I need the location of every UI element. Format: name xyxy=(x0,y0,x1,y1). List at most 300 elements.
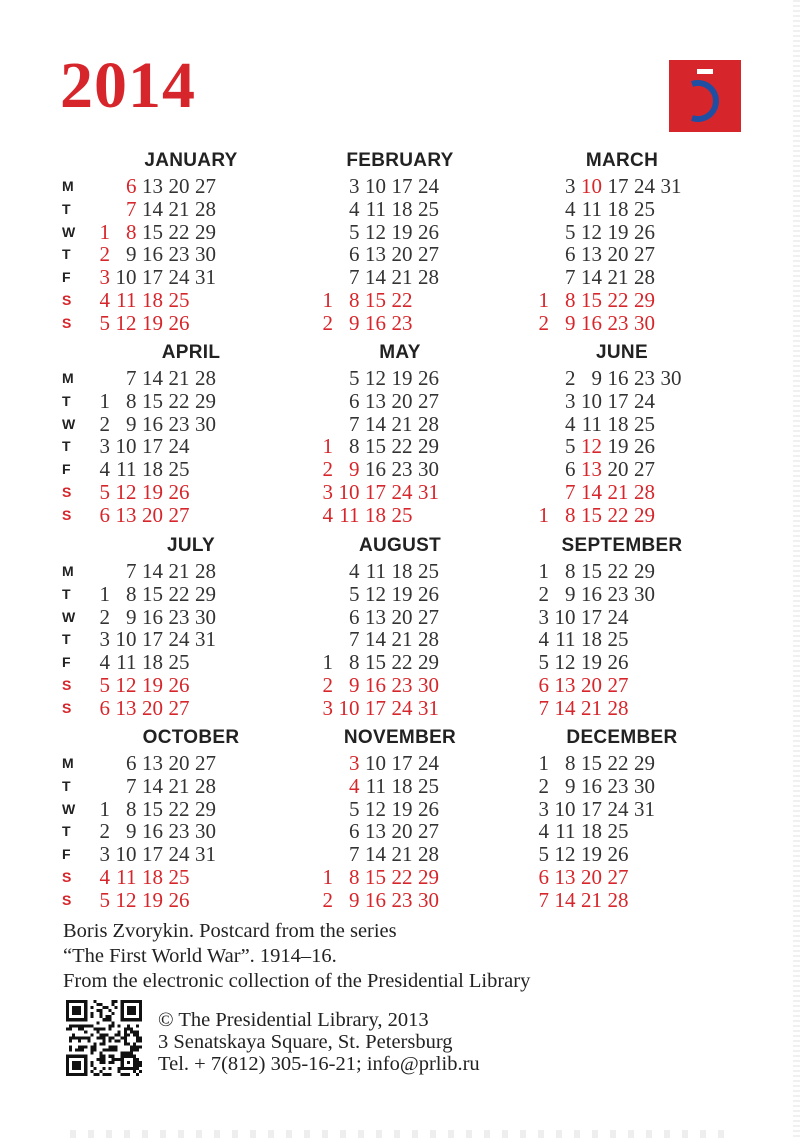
calendar-day: 19 xyxy=(607,219,629,244)
weekday-label: M xyxy=(62,563,74,579)
weekday-label: T xyxy=(62,585,71,602)
calendar-day: 24 xyxy=(418,751,439,775)
calendar-day: 2 xyxy=(322,310,333,335)
calendar-day: 28 xyxy=(418,265,439,290)
calendar-day: 30 xyxy=(418,673,439,697)
calendar-day: 6 xyxy=(349,604,360,629)
calendar-day: 17 xyxy=(142,434,163,459)
calendar-day: 17 xyxy=(365,480,386,504)
calendar-day: 19 xyxy=(391,366,413,390)
calendar-day: 30 xyxy=(418,457,439,482)
calendar-day: 26 xyxy=(418,219,439,244)
calendar-day: 4 xyxy=(349,773,360,798)
calendar-day: 6 xyxy=(349,388,360,413)
calendar-day: 18 xyxy=(607,196,629,221)
calendar-day: 23 xyxy=(607,310,629,335)
calendar-day: 30 xyxy=(660,366,682,390)
calendar-day: 1 xyxy=(99,388,110,413)
calendar-day: 7 xyxy=(349,842,360,867)
calendar-day: 6 xyxy=(538,865,549,889)
calendar-day: 8 xyxy=(565,559,576,583)
weekday-label: F xyxy=(62,654,71,671)
month-name-june: JUNE xyxy=(596,342,648,363)
calendar-day: 4 xyxy=(565,196,576,221)
calendar-day: 29 xyxy=(418,865,439,889)
calendar-day: 3 xyxy=(538,604,549,629)
calendar-day: 21 xyxy=(168,366,190,390)
calendar-day: 23 xyxy=(391,673,413,697)
calendar-day: 3 xyxy=(99,265,110,290)
calendar-day: 24 xyxy=(634,174,655,198)
calendar-day: 8 xyxy=(565,751,576,775)
calendar-day: 1 xyxy=(538,559,549,583)
calendar-day: 24 xyxy=(634,388,655,413)
calendar-day: 15 xyxy=(581,559,602,583)
calendar-day: 12 xyxy=(115,480,137,504)
calendar-day: 14 xyxy=(554,695,576,720)
calendar-day: 15 xyxy=(581,288,602,312)
calendar-day: 24 xyxy=(168,627,190,652)
calendar-day: 20 xyxy=(581,865,602,889)
calendar-day: 24 xyxy=(391,695,413,720)
calendar-day: 6 xyxy=(126,174,137,198)
calendar-day: 21 xyxy=(391,265,413,290)
calendar-day: 9 xyxy=(349,310,360,335)
calendar-day: 26 xyxy=(168,673,190,697)
calendar-day: 5 xyxy=(349,796,360,821)
calendar-day: 6 xyxy=(126,751,137,775)
weekday-label: F xyxy=(62,269,71,286)
calendar-day: 4 xyxy=(322,502,333,527)
presidential-library-logo-icon xyxy=(669,60,741,132)
calendar-day: 6 xyxy=(99,695,110,720)
calendar-day: 26 xyxy=(418,796,439,821)
calendar-day: 17 xyxy=(607,174,629,198)
calendar-day: 4 xyxy=(99,650,110,675)
calendar-day: 26 xyxy=(607,842,629,867)
calendar-day: 19 xyxy=(391,796,413,821)
calendar-day: 14 xyxy=(365,842,386,867)
calendar-day: 12 xyxy=(581,434,602,459)
calendar-day: 19 xyxy=(391,581,413,606)
calendar-day: 14 xyxy=(554,887,576,912)
calendar-day: 20 xyxy=(607,242,629,267)
calendar-day: 25 xyxy=(634,411,655,436)
calendar-day: 23 xyxy=(391,887,413,912)
calendar-day: 10 xyxy=(365,751,386,775)
calendar-day: 20 xyxy=(581,673,602,697)
calendar-day: 2 xyxy=(322,887,333,912)
calendar-day: 24 xyxy=(168,434,190,459)
calendar-day: 25 xyxy=(418,196,439,221)
calendar-day: 20 xyxy=(142,695,163,720)
calendar-day: 9 xyxy=(349,457,360,482)
calendar-day: 15 xyxy=(365,434,386,459)
calendar-day: 16 xyxy=(142,242,163,267)
calendar-day: 18 xyxy=(391,196,413,221)
calendar-day: 12 xyxy=(115,310,137,335)
calendar-day: 3 xyxy=(349,174,360,198)
calendar-day: 5 xyxy=(349,581,360,606)
calendar-day: 2 xyxy=(99,411,110,436)
calendar-day: 27 xyxy=(418,819,439,844)
calendar-year-title: 2014 xyxy=(60,49,196,122)
weekday-label: S xyxy=(62,506,72,523)
calendar-day: 13 xyxy=(581,457,602,482)
calendar-day: 20 xyxy=(168,751,190,775)
calendar-day: 25 xyxy=(607,627,629,652)
month-name-december: DECEMBER xyxy=(566,727,678,748)
calendar-day: 11 xyxy=(116,650,137,675)
month-name-march: MARCH xyxy=(585,150,659,171)
weekday-label: S xyxy=(62,869,72,885)
calendar-day: 30 xyxy=(195,604,216,629)
calendar-day: 1 xyxy=(538,502,549,527)
calendar-day: 8 xyxy=(349,434,360,459)
page-edge-bottom xyxy=(70,1130,730,1138)
calendar-day: 31 xyxy=(634,796,655,821)
calendar-day: 24 xyxy=(607,796,629,821)
calendar-day: 1 xyxy=(99,796,110,821)
calendar-day: 3 xyxy=(99,842,110,867)
calendar-day: 20 xyxy=(391,604,413,629)
calendar-day: 18 xyxy=(142,865,163,889)
calendar-day: 7 xyxy=(538,695,549,720)
calendar-day: 27 xyxy=(195,751,216,775)
calendar-day: 17 xyxy=(581,604,602,629)
calendar-day: 25 xyxy=(607,819,629,844)
calendar-day: 25 xyxy=(391,502,413,527)
calendar-day: 14 xyxy=(365,265,386,290)
address-line: 3 Senatskaya Square, St. Petersburg xyxy=(158,1031,453,1053)
month-name-august: AUGUST xyxy=(358,535,442,556)
weekday-label: M xyxy=(62,755,74,771)
calendar-day: 13 xyxy=(365,388,386,413)
calendar-day: 13 xyxy=(142,751,163,775)
calendar-day: 21 xyxy=(581,695,602,720)
calendar-day: 4 xyxy=(99,288,110,312)
calendar-day: 29 xyxy=(634,502,655,527)
calendar-day: 5 xyxy=(349,219,360,244)
calendar-day: 6 xyxy=(349,819,360,844)
weekday-label: F xyxy=(62,461,71,478)
calendar-day: 14 xyxy=(142,366,163,390)
calendar-day: 21 xyxy=(391,842,413,867)
calendar-day: 5 xyxy=(99,887,110,912)
calendar-day: 16 xyxy=(365,887,386,912)
calendar-day: 17 xyxy=(142,627,163,652)
calendar-day: 1 xyxy=(322,434,333,459)
calendar-day: 25 xyxy=(418,559,439,583)
image-credit xyxy=(63,919,763,994)
calendar-day: 28 xyxy=(418,411,439,436)
calendar-day: 25 xyxy=(168,457,190,482)
calendar-day: 2 xyxy=(538,310,549,335)
calendar-day: 28 xyxy=(195,366,216,390)
calendar-day: 12 xyxy=(554,842,576,867)
calendar-day: 13 xyxy=(142,174,163,198)
weekday-label: T xyxy=(62,438,71,455)
calendar-day: 22 xyxy=(168,388,190,413)
calendar-day: 29 xyxy=(634,751,655,775)
calendar-day: 11 xyxy=(555,627,576,652)
calendar-day: 9 xyxy=(349,887,360,912)
calendar-day: 4 xyxy=(349,196,360,221)
calendar-day: 16 xyxy=(142,411,163,436)
calendar-day: 10 xyxy=(365,174,386,198)
calendar-day: 21 xyxy=(168,196,190,221)
calendar-day: 18 xyxy=(365,502,386,527)
calendar-day: 8 xyxy=(126,388,137,413)
calendar-day: 20 xyxy=(391,242,413,267)
calendar-day: 19 xyxy=(607,434,629,459)
weekday-label: T xyxy=(62,823,71,840)
month-name-july: JULY xyxy=(166,535,216,556)
calendar-day: 18 xyxy=(391,773,413,798)
calendar-day: 24 xyxy=(168,842,190,867)
calendar-day: 26 xyxy=(418,581,439,606)
calendar-day: 6 xyxy=(538,673,549,697)
calendar-day: 23 xyxy=(391,310,413,335)
calendar-day: 12 xyxy=(115,887,137,912)
calendar-day: 11 xyxy=(555,819,576,844)
calendar-day: 1 xyxy=(322,650,333,675)
month-name-april: APRIL xyxy=(161,342,221,363)
weekday-label: S xyxy=(62,891,72,908)
weekday-label: W xyxy=(62,800,76,817)
calendar-day: 2 xyxy=(99,242,110,267)
calendar-day: 1 xyxy=(538,751,549,775)
calendar-day: 31 xyxy=(195,265,216,290)
calendar-day: 17 xyxy=(365,695,386,720)
calendar-day: 29 xyxy=(195,581,216,606)
calendar-day: 15 xyxy=(581,502,602,527)
calendar-day: 15 xyxy=(142,219,163,244)
calendar-day: 23 xyxy=(634,366,655,390)
calendar-day: 24 xyxy=(168,265,190,290)
calendar-day: 10 xyxy=(115,842,137,867)
calendar-day: 31 xyxy=(418,480,439,504)
calendar-day: 15 xyxy=(581,751,602,775)
calendar-day: 22 xyxy=(391,865,413,889)
calendar-day: 13 xyxy=(365,604,386,629)
calendar-day: 3 xyxy=(322,480,333,504)
calendar-day: 13 xyxy=(365,819,386,844)
calendar-day: 13 xyxy=(554,865,576,889)
calendar-day: 29 xyxy=(634,288,655,312)
calendar-day: 11 xyxy=(365,559,386,583)
calendar-day: 2 xyxy=(322,673,333,697)
calendar-day: 29 xyxy=(418,650,439,675)
calendar-day: 13 xyxy=(115,695,137,720)
page-edge-right xyxy=(793,0,800,1138)
calendar-day: 20 xyxy=(391,388,413,413)
calendar-day: 28 xyxy=(634,480,655,504)
weekday-label: S xyxy=(62,292,72,308)
calendar-day: 5 xyxy=(565,219,576,244)
calendar-day: 14 xyxy=(365,627,386,652)
month-name-february: FEBRUARY xyxy=(346,150,454,171)
calendar-day: 16 xyxy=(142,819,163,844)
calendar-day: 2 xyxy=(565,366,576,390)
calendar-day: 15 xyxy=(142,388,163,413)
calendar-day: 9 xyxy=(565,773,576,798)
calendar-day: 18 xyxy=(607,411,629,436)
calendar-day: 4 xyxy=(538,819,549,844)
month-name-may: MAY xyxy=(379,342,421,363)
calendar-day: 9 xyxy=(565,581,576,606)
calendar-day: 2 xyxy=(322,457,333,482)
calendar-day: 2 xyxy=(99,604,110,629)
calendar-day: 5 xyxy=(99,673,110,697)
calendar-day: 27 xyxy=(168,695,190,720)
calendar-day: 10 xyxy=(581,388,602,413)
calendar-day: 23 xyxy=(168,604,190,629)
calendar-day: 29 xyxy=(634,559,655,583)
calendar-day: 16 xyxy=(581,581,602,606)
calendar-day: 10 xyxy=(115,265,137,290)
weekday-label: M xyxy=(62,370,74,386)
calendar-day: 27 xyxy=(634,457,655,482)
calendar-day: 28 xyxy=(195,196,216,221)
calendar-day: 7 xyxy=(565,265,576,290)
weekday-label: T xyxy=(62,392,71,409)
weekday-label: T xyxy=(62,777,71,794)
calendar-day: 27 xyxy=(607,865,629,889)
calendar-day: 22 xyxy=(607,502,629,527)
calendar-day: 22 xyxy=(607,751,629,775)
calendar-day: 3 xyxy=(349,751,360,775)
calendar-day: 19 xyxy=(142,673,163,697)
month-name-january: JANUARY xyxy=(144,150,238,171)
calendar-day: 30 xyxy=(195,819,216,844)
calendar-day: 13 xyxy=(365,242,386,267)
calendar-day: 22 xyxy=(391,434,413,459)
calendar-day: 26 xyxy=(634,219,655,244)
calendar-day: 27 xyxy=(418,242,439,267)
calendar-day: 7 xyxy=(349,411,360,436)
calendar-day: 14 xyxy=(142,773,163,798)
calendar-day: 19 xyxy=(142,480,163,504)
weekday-label: W xyxy=(62,415,76,432)
calendar-day: 10 xyxy=(338,695,360,720)
weekday-label: S xyxy=(62,677,72,693)
weekday-label: F xyxy=(62,846,71,863)
calendar-day: 12 xyxy=(365,366,386,390)
calendar-day: 10 xyxy=(554,796,576,821)
calendar-day: 17 xyxy=(581,796,602,821)
calendar-day: 18 xyxy=(391,559,413,583)
calendar-day: 17 xyxy=(142,265,163,290)
calendar-day: 8 xyxy=(565,288,576,312)
calendar-day: 19 xyxy=(581,842,602,867)
calendar-day: 11 xyxy=(116,288,137,312)
calendar-day: 9 xyxy=(126,604,137,629)
calendar-day: 28 xyxy=(195,559,216,583)
calendar-day: 26 xyxy=(634,434,655,459)
qr-code-icon xyxy=(66,1000,142,1076)
calendar-day: 5 xyxy=(538,842,549,867)
calendar-day: 20 xyxy=(168,174,190,198)
calendar-day: 23 xyxy=(607,773,629,798)
calendar-day: 2 xyxy=(538,581,549,606)
publisher-contact xyxy=(158,1009,718,1075)
calendar-day: 3 xyxy=(565,388,576,413)
calendar-day: 16 xyxy=(365,310,386,335)
calendar-day: 26 xyxy=(168,887,190,912)
credit-line: “The First World War”. 1914–16. xyxy=(63,945,337,967)
calendar-day: 23 xyxy=(391,457,413,482)
calendar-day: 26 xyxy=(168,480,190,504)
calendar-day: 1 xyxy=(538,288,549,312)
calendar-day: 11 xyxy=(365,196,386,221)
calendar-day: 7 xyxy=(126,773,137,798)
calendar-day: 29 xyxy=(195,796,216,821)
calendar-day: 28 xyxy=(418,842,439,867)
calendar-day: 19 xyxy=(581,650,602,675)
calendar-day: 31 xyxy=(195,627,216,652)
weekday-label: W xyxy=(62,608,76,625)
calendar-day: 25 xyxy=(634,196,655,221)
calendar-day: 12 xyxy=(365,796,386,821)
calendar-day: 18 xyxy=(142,457,163,482)
credit-line: Boris Zvorykin. Postcard from the series xyxy=(63,920,397,942)
calendar-day: 15 xyxy=(365,650,386,675)
calendar-day: 12 xyxy=(365,219,386,244)
weekday-label: W xyxy=(62,223,76,240)
calendar-day: 9 xyxy=(591,366,602,390)
weekday-label: S xyxy=(62,484,72,500)
calendar-day: 11 xyxy=(116,457,137,482)
calendar-day: 24 xyxy=(418,174,439,198)
calendar-day: 25 xyxy=(168,650,190,675)
calendar-day: 5 xyxy=(538,650,549,675)
calendar-day: 21 xyxy=(607,480,629,504)
calendar-day: 10 xyxy=(115,434,137,459)
calendar-day: 10 xyxy=(581,174,602,198)
calendar-day: 29 xyxy=(195,388,216,413)
calendar-day: 16 xyxy=(142,604,163,629)
month-name-november: NOVEMBER xyxy=(343,727,457,748)
calendar-day: 30 xyxy=(634,310,655,335)
calendar-day: 24 xyxy=(391,480,413,504)
calendar-day: 21 xyxy=(168,773,190,798)
weekday-label: M xyxy=(62,178,74,194)
calendar-day: 27 xyxy=(607,673,629,697)
calendar-day: 17 xyxy=(391,174,413,198)
calendar-day: 14 xyxy=(581,265,602,290)
calendar-day: 21 xyxy=(391,411,413,436)
calendar-day: 2 xyxy=(99,819,110,844)
calendar-day: 11 xyxy=(581,411,602,436)
calendar-day: 17 xyxy=(142,842,163,867)
calendar-day: 8 xyxy=(126,796,137,821)
calendar-day: 10 xyxy=(554,604,576,629)
calendar-day: 31 xyxy=(418,695,439,720)
calendar-day: 15 xyxy=(142,581,163,606)
calendar-day: 20 xyxy=(391,819,413,844)
calendar-day: 5 xyxy=(99,310,110,335)
calendar-day: 11 xyxy=(365,773,386,798)
calendar-day: 18 xyxy=(142,650,163,675)
calendar-day: 9 xyxy=(126,411,137,436)
calendar-day: 28 xyxy=(634,265,655,290)
calendar-day: 20 xyxy=(142,502,163,527)
calendar-day: 12 xyxy=(365,581,386,606)
calendar-day: 3 xyxy=(99,627,110,652)
month-name-september: SEPTEMBER xyxy=(561,535,683,556)
calendar-day: 4 xyxy=(565,411,576,436)
